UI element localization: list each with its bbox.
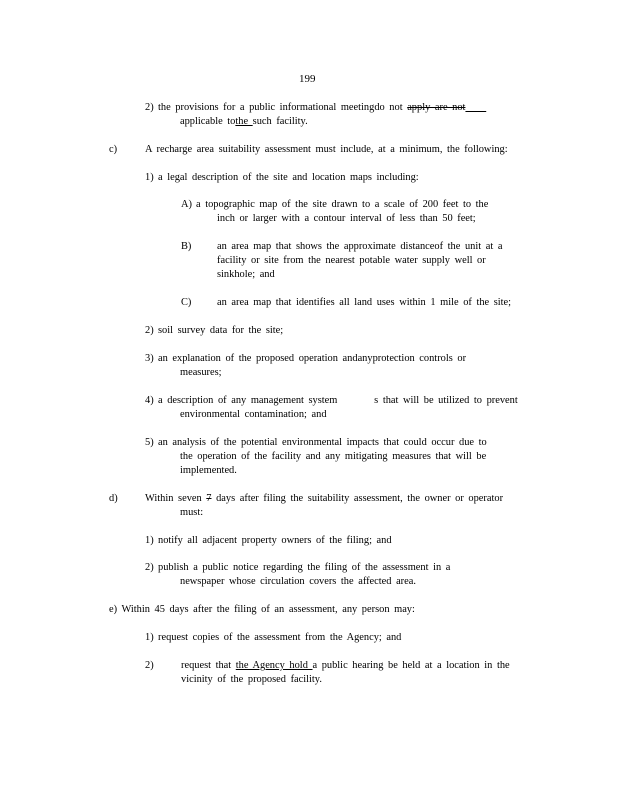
item-c3-line1-part2: any: [357, 353, 373, 364]
item-c4-number: 4): [145, 395, 154, 406]
item-a2-text-part1: the provisions for a public informational meeting: [158, 102, 375, 113]
item-a2-struck-text: apply are not: [407, 102, 466, 113]
item-c1-text: a legal description of the site and location maps including:: [158, 172, 419, 183]
item-c5-line1: an analysis of the potential environmental impacts that could occur due to: [158, 437, 487, 448]
item-d1-text: notify all adjacent property owners of the filing; and: [158, 535, 392, 546]
item-c1c-line1: an area map that identifies all land uses within 1 mile of the site;: [217, 297, 512, 308]
item-d1-number: 1): [145, 535, 154, 546]
item-e-text: e) Within 45 days after the filing of an assessment, any person may:: [109, 604, 415, 615]
item-c4-line1-part2: s that will be utilized to prevent: [374, 395, 518, 406]
item-c1a-line1-part1: a topographic map of the site drawn to: [196, 199, 371, 210]
item-e2-line1: [181, 659, 510, 673]
item-c3-line1-part3: protection controls or: [372, 353, 467, 364]
item-c5-number: 5): [145, 437, 154, 448]
item-d2-line2: newspaper whose circulation covers the affected area.: [180, 576, 416, 587]
item-c-text: A recharge area suitability assessment must include, at a minimum, the following:: [145, 144, 508, 155]
item-c5-line2: the operation of the facility and any mitigating measures that will be: [180, 451, 487, 462]
item-c2-text: soil survey data for the site;: [158, 325, 284, 336]
item-a2-text-part2: do not: [374, 102, 408, 113]
item-c1b-line3: sinkhole; and: [217, 269, 275, 280]
item-d-label: d): [109, 493, 118, 504]
item-c3-line2: measures;: [180, 367, 222, 378]
item-e2-inserted-agency: the Agency hold: [235, 660, 313, 671]
item-a2-struck-line: [465, 102, 486, 113]
item-d2-line1: publish a public notice regarding the filing of the assessment in a: [158, 562, 451, 573]
item-d-line1-part1: Within seven: [145, 493, 207, 504]
item-e2-number: 2): [145, 660, 154, 671]
item-e2-line2: vicinity of the proposed facility.: [181, 674, 322, 685]
item-c2-number: 2): [145, 325, 154, 336]
item-c1a-line1-part2: a scale of 200 feet to the: [374, 199, 489, 210]
item-c1b-line2: facility or site from the nearest potable water supply well or: [217, 255, 486, 266]
item-c5-line3: implemented.: [180, 465, 237, 476]
item-c3-number: 3): [145, 353, 154, 364]
item-d-line1-part3: days after filing the suitability assessment, the owner or operator: [211, 493, 504, 504]
item-c1a-label: A): [181, 199, 192, 210]
item-c1c-label: C): [181, 297, 192, 308]
item-c4-line2: environmental contamination; and: [180, 409, 327, 420]
item-c4-line1: [158, 394, 518, 408]
item-c3-line1: [158, 352, 466, 366]
item-a2-number: 2): [145, 102, 154, 113]
item-e1-number: 1): [145, 632, 154, 643]
item-c1b-line1-part1: an area map that shows the approximate distance: [217, 241, 435, 252]
item-e1-text: request copies of the assessment from the Agency; and: [158, 632, 402, 643]
item-c1a-line2: inch or larger with a contour interval of less than 50 feet;: [217, 213, 476, 224]
item-a2-line2-part3: such facility.: [252, 116, 308, 127]
item-e2-line1-part4: public hearing be held at a location in the: [317, 660, 510, 671]
item-a2-inserted-the: the: [235, 116, 253, 127]
item-a2-line2: [180, 115, 308, 129]
item-a2-line1: [158, 101, 486, 115]
item-d-line1: [145, 492, 503, 506]
item-c4-line1-part1: a description of any management system: [158, 395, 338, 406]
item-a2-line2-part1: applicable to: [180, 116, 236, 127]
item-c1b-line1-part2: of the unit at a: [434, 241, 503, 252]
item-c1-number: 1): [145, 172, 154, 183]
item-d-struck-seven-digit: 7: [206, 493, 212, 504]
item-c1b-label: B): [181, 241, 192, 252]
item-e2-line1-part3: a: [312, 660, 318, 671]
item-e2-line1-part1: request that: [181, 660, 236, 671]
item-c3-line1-part1: an explanation of the proposed operation and: [158, 353, 358, 364]
item-c1a-line1: [196, 198, 488, 212]
page-number: 199: [299, 73, 316, 85]
item-d2-number: 2): [145, 562, 154, 573]
item-d-line2: must:: [180, 507, 204, 518]
item-c-label: c): [109, 144, 118, 155]
item-c1b-line1: [217, 240, 502, 254]
